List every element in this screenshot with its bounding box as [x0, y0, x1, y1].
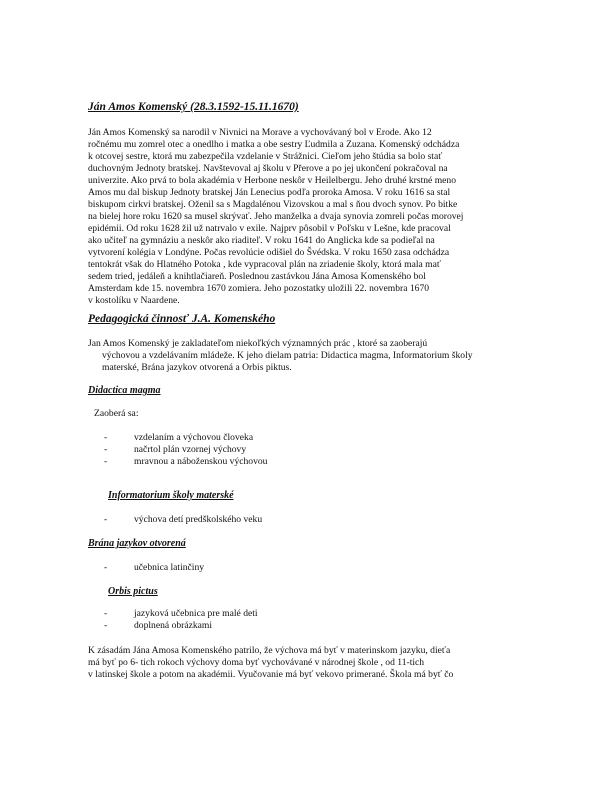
- paragraph-line: výchovou a vzdelávaním mládeže. K jeho dielam patria: Didactica magma, Informatorium školy: [102, 350, 473, 361]
- section-title-pedagogy: Pedagogická činnosť J.A. Komenského: [88, 313, 276, 325]
- list-item: - doplnená obrázkami: [104, 620, 258, 632]
- list-item: - jazyková učebnica pre malé deti: [104, 608, 258, 620]
- paragraph-line: Amsterdam kde 15. novembra 1670 zomiera. Jeho pozostatky uložili 22. novembra 1670: [88, 283, 430, 294]
- didactica-list: [104, 432, 267, 468]
- paragraph-line: v kostolíku v Naardene.: [88, 295, 180, 306]
- orbis-list: [104, 608, 258, 632]
- list-item: - výchova detí predškolského veku: [104, 514, 262, 526]
- brana-list: [104, 562, 204, 574]
- paragraph-line: v latinskej škole a potom na akadémii. Vyučovanie má byť vekovo primerané. Škola má byť čo: [88, 669, 454, 680]
- didactica-intro: Zaoberá sa:: [94, 408, 139, 419]
- principles-paragraph: [88, 645, 524, 681]
- paragraph-line: má byť po 6- tich rokoch výchovy doma byť vychovávané v národnej škole , od 11-tich: [88, 657, 425, 668]
- page-title: Ján Amos Komenský (28.3.1592-15.11.1670): [88, 101, 299, 113]
- list-item: - mravnou a náboženskou výchovou: [104, 456, 267, 468]
- paragraph-line: K zásadám Jána Amosa Komenského patrilo, že výchova má byť v materinskom jazyku, dieťa: [88, 645, 451, 656]
- paragraph-line: ročnému mu zomrel otec a onedlho i matka a obe sestry Ľudmila a Zuzana. Komenský odchádza: [88, 139, 460, 150]
- paragraph-line: tentokrát však do Hlatného Potoka , kde vypracoval plán na zriadenie školy, ktorá mala mať: [88, 259, 442, 270]
- informatorium-list: [104, 514, 262, 526]
- subsection-title-brana: Brána jazykov otvorená: [88, 538, 186, 549]
- paragraph-line: epidémii. Od roku 1628 žil už natrvalo v exile. Najprv pôsobil v Poľsku v Lešne, kde pracoval: [88, 223, 451, 234]
- paragraph-line: Jan Amos Komenský je zakladateľom niekoľkých významných prác , ktoré sa zaoberajú: [88, 338, 428, 349]
- paragraph-line: vytvorení kolégia v Londýne. Počas revolúcie odišiel do Švédska. V roku 1650 zasa odchádza: [88, 247, 450, 258]
- list-item: - načrtol plán vzornej výchovy: [104, 444, 267, 456]
- paragraph-line: sedem tried, jedáleň a knihtlačiareň. Poslednou zastávkou Jána Amosa Komenského bol: [88, 271, 426, 282]
- pedagogy-paragraph: [88, 338, 524, 374]
- list-item: - vzdelaním a výchovou človeka: [104, 432, 267, 444]
- paragraph-line: Ján Amos Komenský sa narodil v Nivnici na Morave a vychovávaný bol v Erode. Ako 12: [88, 127, 432, 138]
- paragraph-line: na bielej hore roku 1620 sa musel skrývať. Jeho manželka a dvaja synovia zomreli počas morovej: [88, 211, 464, 222]
- paragraph-line: univerzite. Ako prvá to bola akadémia v Herbone neskôr v Heilelbergu. Jeho druhé krstné meno: [88, 175, 457, 186]
- paragraph-line: biskupom cirkvi bratskej. Oženil sa s Magdalénou Vizovskou a mal s ňou dvoch synov. Po bitke: [88, 199, 458, 210]
- subsection-title-orbis: Orbis pictus: [108, 586, 158, 597]
- subsection-title-didactica: Didactica magma: [88, 385, 161, 396]
- biography-paragraph: [88, 127, 524, 307]
- paragraph-line: ako učiteľ na gymnáziu a neskôr ako riaditeľ. V roku 1641 do Anglicka kde sa podieľal na: [88, 235, 435, 246]
- paragraph-line: Amos mu dal biskup Jednoty bratskej Ján Lenecius podľa proroka Amosa. V roku 1616 sa stal: [88, 187, 451, 198]
- paragraph-line: k otcovej sestre, ktorá mu zabezpečila vzdelanie v Strážnici. Cieľom jeho štúdia sa bolo stať: [88, 151, 443, 162]
- paragraph-line: duchovným Jednoty bratskej. Navštevoval aj školu v Přerove a po jej ukončení pokračoval na: [88, 163, 448, 174]
- list-item: - učebnica latinčiny: [104, 562, 204, 574]
- paragraph-line: materské, Brána jazykov otvorená a Orbis piktus.: [102, 362, 292, 373]
- subsection-title-informatorium: Informatorium školy materské: [108, 490, 234, 501]
